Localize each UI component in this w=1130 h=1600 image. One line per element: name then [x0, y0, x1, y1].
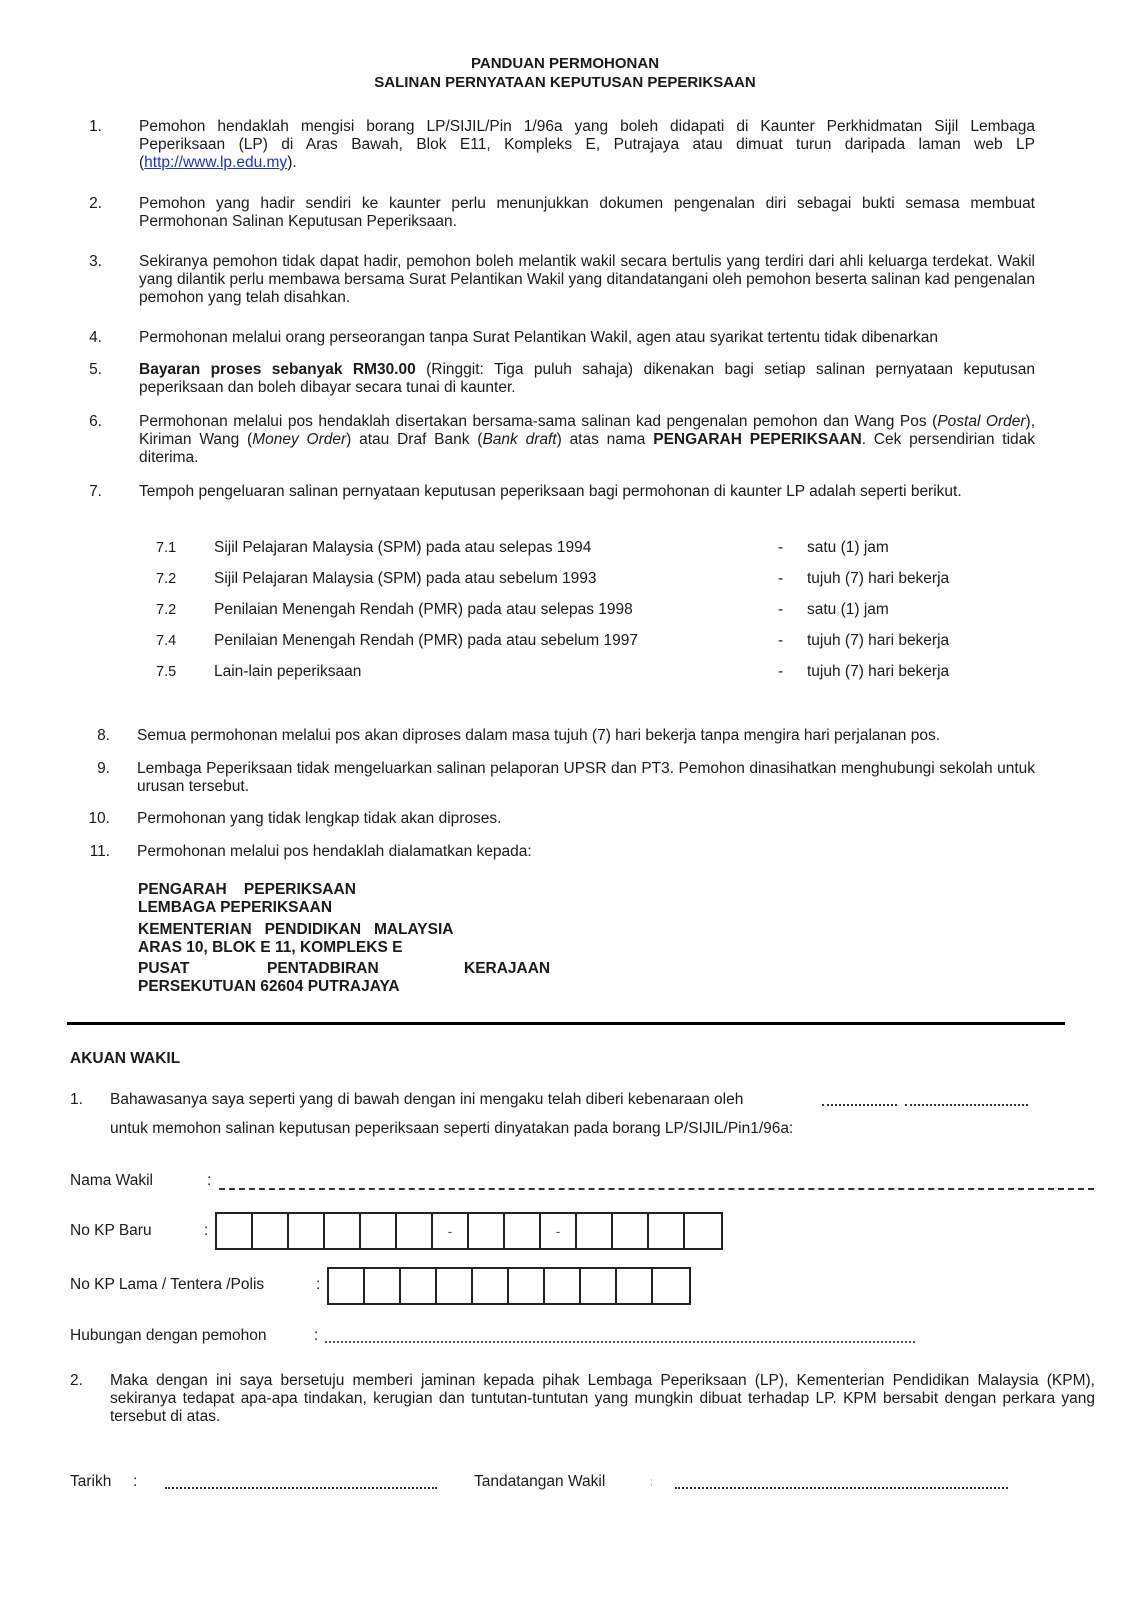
- no-kp-lama-label: No KP Lama / Tentera /Polis: [70, 1276, 265, 1293]
- grantor-name-field-part1[interactable]: [822, 1104, 897, 1106]
- table-row: 7.2 Penilaian Menengah Rendah (PMR) pada atau selepas 1998 - satu (1) jam: [156, 601, 889, 618]
- kp-lama-digit[interactable]: [653, 1269, 689, 1303]
- kp-baru-digit[interactable]: [361, 1214, 397, 1248]
- page-title-line1: PANDUAN PERMOHONAN: [470, 55, 660, 72]
- item-number: 8.: [97, 727, 110, 744]
- tarikh-label: Tarikh: [70, 1473, 112, 1490]
- table-row: 7.4 Penilaian Menengah Rendah (PMR) pada atau sebelum 1997 - tujuh (7) hari bekerja: [156, 632, 950, 649]
- grantor-name-field-part2[interactable]: [905, 1104, 1028, 1106]
- colon: :: [133, 1473, 138, 1490]
- item-1-line3: (http://www.lp.edu.my).: [139, 154, 297, 171]
- kp-lama-digit[interactable]: [581, 1269, 617, 1303]
- item-number: 1.: [89, 118, 102, 135]
- kp-baru-digit[interactable]: [397, 1214, 433, 1248]
- akuan-wakil-heading: AKUAN WAKIL: [70, 1050, 181, 1067]
- colon: :: [650, 1477, 653, 1488]
- item-number: 11.: [89, 843, 110, 860]
- colon: :: [204, 1222, 209, 1239]
- no-kp-baru-label: No KP Baru: [70, 1222, 152, 1239]
- colon: :: [316, 1276, 321, 1293]
- akuan-item1-line1: Bahawasanya saya seperti yang di bawah dengan ini mengaku telah diberi kebenaraan oleh: [110, 1091, 744, 1108]
- website-link[interactable]: http://www.lp.edu.my: [144, 154, 288, 171]
- item-5-text: Bayaran proses sebanyak RM30.00 (Ringgit: Tiga puluh sahaja) dikenakan bagi setiap salinan pernyataan keputusan peperiksaan dan boleh dibayar secara tunai di kaunter.: [139, 361, 1035, 396]
- kp-lama-digit[interactable]: [365, 1269, 401, 1303]
- processing-time-table: [156, 539, 986, 694]
- kp-lama-digit[interactable]: [617, 1269, 653, 1303]
- address-line-5a: PUSAT: [138, 960, 190, 977]
- kp-lama-digit[interactable]: [437, 1269, 473, 1303]
- kp-baru-digit[interactable]: [217, 1214, 253, 1248]
- item-number: 5.: [89, 361, 102, 378]
- address-line-4: ARAS 10, BLOK E 11, KOMPLEKS E: [138, 939, 403, 956]
- item-11-text: Permohonan melalui pos hendaklah dialamatkan kepada:: [137, 843, 532, 860]
- kp-baru-separator: -: [433, 1214, 469, 1248]
- address-line-5b: PENTADBIRAN: [267, 960, 379, 977]
- item-2-text: Pemohon yang hadir sendiri ke kaunter perlu menunjukkan dokumen pengenalan diri sebagai bukti semasa membuat Permohonan Salinan Keputusan Peperiksaan.: [139, 195, 1035, 230]
- colon: :: [207, 1172, 212, 1189]
- hubungan-label: Hubungan dengan pemohon: [70, 1327, 267, 1344]
- kp-baru-digit[interactable]: [325, 1214, 361, 1248]
- table-row: 7.5 Lain-lain peperiksaan - tujuh (7) hari bekerja: [156, 663, 950, 680]
- nama-wakil-label: Nama Wakil: [70, 1172, 153, 1189]
- item-10-text: Permohonan yang tidak lengkap tidak akan diproses.: [137, 810, 502, 827]
- table-row: 7.1 Sijil Pelajaran Malaysia (SPM) pada atau selepas 1994 - satu (1) jam: [156, 539, 889, 556]
- item-number: 10.: [88, 810, 110, 827]
- item-1-line2: Peperiksaan (LP) di Aras Bawah, Blok E11, Kompleks E, Putrajaya atau dimuat turun daripada laman web LP: [139, 136, 1035, 153]
- kp-baru-digit[interactable]: [253, 1214, 289, 1248]
- kp-baru-digit[interactable]: [577, 1214, 613, 1248]
- item-number: 7.: [89, 483, 102, 500]
- item-6-text: Permohonan melalui pos hendaklah disertakan bersama-sama salinan kad pengenalan pemohon dan Wang Pos (Postal Order), Kiriman Wang (Money Order) atau Draf Bank (Bank draft) atas nama PENGARAH PEPERIKSAAN. Cek persendirian tidak diterima.: [139, 413, 1036, 466]
- item-number: 9.: [97, 760, 110, 777]
- hubungan-field[interactable]: [325, 1341, 915, 1343]
- table-row: 7.2 Sijil Pelajaran Malaysia (SPM) pada atau sebelum 1993 - tujuh (7) hari bekerja: [156, 570, 950, 587]
- address-line-3: KEMENTERIAN PENDIDIKAN MALAYSIA: [138, 921, 454, 938]
- tandatangan-field[interactable]: [675, 1487, 1008, 1489]
- item-number: 4.: [89, 329, 102, 346]
- no-kp-baru-boxes: [215, 1212, 723, 1250]
- kp-lama-digit[interactable]: [401, 1269, 437, 1303]
- akuan-item1-line2: untuk memohon salinan keputusan peperiksaan seperti dinyatakan pada borang LP/SIJIL/Pin1/96a:: [110, 1120, 794, 1137]
- colon: :: [314, 1327, 319, 1344]
- address-line-1: PENGARAH PEPERIKSAAN: [138, 881, 356, 898]
- kp-lama-digit[interactable]: [329, 1269, 365, 1303]
- item-number: 2.: [70, 1372, 83, 1389]
- item-3-text: Sekiranya pemohon tidak dapat hadir, pemohon boleh melantik wakil secara bertulis yang terdiri dari ahli keluarga terdekat. Wakil yang dilantik perlu membawa bersama Surat Pelantikan Wakil yang ditandatangani oleh pemohon beserta salinan kad pengenalan pemohon yang telah disahkan.: [139, 253, 1035, 306]
- kp-lama-digit[interactable]: [545, 1269, 581, 1303]
- section-divider: [67, 1022, 1065, 1025]
- kp-baru-digit[interactable]: [289, 1214, 325, 1248]
- item-7-text: Tempoh pengeluaran salinan pernyataan keputusan peperiksaan bagi permohonan di kaunter LP adalah seperti berikut.: [139, 483, 962, 500]
- kp-baru-digit[interactable]: [469, 1214, 505, 1248]
- kp-baru-digit[interactable]: [505, 1214, 541, 1248]
- item-number: 1.: [70, 1091, 83, 1108]
- item-number: 2.: [89, 195, 102, 212]
- no-kp-lama-boxes: [327, 1267, 691, 1305]
- address-line-2: LEMBAGA PEPERIKSAAN: [138, 899, 333, 916]
- kp-lama-digit[interactable]: [509, 1269, 545, 1303]
- item-1-line1: Pemohon hendaklah mengisi borang LP/SIJIL/Pin 1/96a yang boleh didapati di Kaunter Perkhidmatan Sijil Lembaga: [139, 118, 1035, 135]
- item-8-text: Semua permohonan melalui pos akan diproses dalam masa tujuh (7) hari bekerja tanpa mengira hari perjalanan pos.: [137, 727, 941, 744]
- kp-baru-digit[interactable]: [685, 1214, 721, 1248]
- kp-baru-separator: -: [541, 1214, 577, 1248]
- address-line-5c: KERAJAAN: [464, 960, 551, 977]
- item-number: 6.: [89, 413, 102, 430]
- kp-lama-digit[interactable]: [473, 1269, 509, 1303]
- akuan-item2-text: Maka dengan ini saya bersetuju memberi jaminan kepada pihak Lembaga Peperiksaan (LP), Kementerian Pendidikan Malaysia (KPM), sekiranya tedapat apa-apa tindakan, kerugian dan tuntutan-tuntutan yang mungkin dibuat terhadap LP. KPM bersabit dengan perkara yang tersebut di atas.: [110, 1372, 1095, 1425]
- tandatangan-wakil-label: Tandatangan Wakil: [474, 1473, 606, 1490]
- tarikh-field[interactable]: [165, 1487, 437, 1489]
- kp-baru-digit[interactable]: [649, 1214, 685, 1248]
- item-4-text: Permohonan melalui orang perseorangan tanpa Surat Pelantikan Wakil, agen atau syarikat tertentu tidak dibenarkan: [139, 329, 939, 346]
- kp-baru-digit[interactable]: [613, 1214, 649, 1248]
- nama-wakil-field[interactable]: [219, 1188, 1094, 1190]
- address-line-6: PERSEKUTUAN 62604 PUTRAJAYA: [138, 978, 400, 995]
- page-title-line2: SALINAN PERNYATAAN KEPUTUSAN PEPERIKSAAN: [374, 74, 756, 91]
- item-number: 3.: [89, 253, 102, 270]
- item-9-text: Lembaga Peperiksaan tidak mengeluarkan salinan pelaporan UPSR dan PT3. Pemohon dinasihatkan menghubungi sekolah untuk urusan tersebut.: [137, 760, 1035, 795]
